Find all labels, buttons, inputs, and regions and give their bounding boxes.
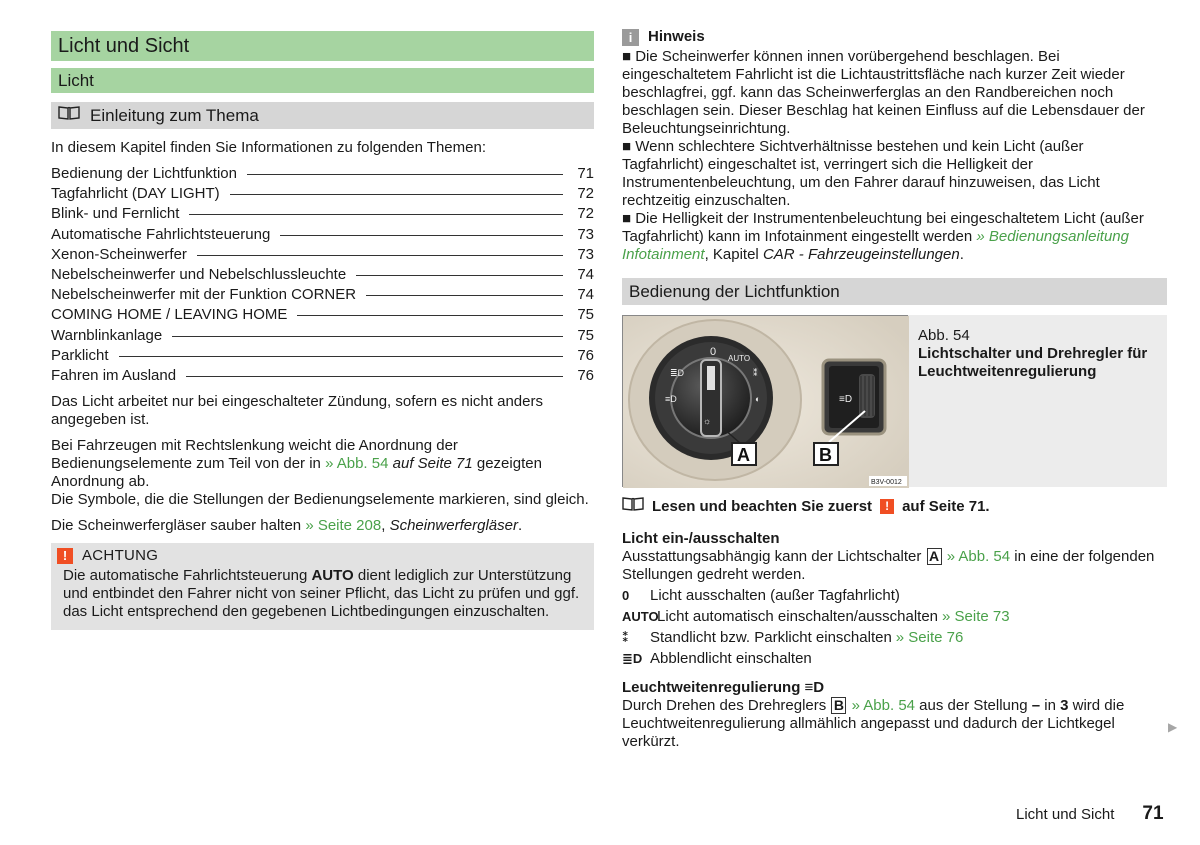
toc-entry[interactable]: Tagfahrlicht (DAY LIGHT) 72 bbox=[51, 185, 594, 203]
figure-caption bbox=[908, 315, 1167, 487]
warning-box bbox=[51, 543, 594, 630]
intro-heading-bar bbox=[51, 102, 594, 129]
svg-text:A: A bbox=[737, 445, 750, 465]
svg-text:≣D: ≣D bbox=[670, 368, 685, 378]
toc-entry[interactable]: Warnblinkanlage 75 bbox=[51, 326, 594, 344]
chapter-title: Licht und Sicht bbox=[51, 31, 594, 61]
warning-icon: ! bbox=[880, 499, 894, 514]
label-a-box: A bbox=[927, 548, 942, 565]
page-link[interactable]: » Seite 76 bbox=[895, 629, 964, 646]
note-title: Hinweis bbox=[648, 28, 705, 45]
parking-light-icon: ⁑ bbox=[622, 630, 629, 645]
book-icon bbox=[622, 496, 644, 517]
paragraph-rhd: Bei Fahrzeugen mit Rechtslenkung weicht die Anordnung der Bedienungselemente zum Teil von der in » Abb. 54 auf Seite 71 gezeigten Anordnung ab. Die Symbole, die die Stellungen der Bedienungselemente markieren, sind gleich. bbox=[51, 437, 589, 509]
position-auto: AUTO Licht automatisch einschalten/ausschalten » Seite 73 bbox=[622, 608, 1010, 625]
toc-entry[interactable]: Bedienung der Lichtfunktion 71 bbox=[51, 165, 594, 182]
page-link[interactable]: » Seite 208 bbox=[305, 517, 382, 535]
left-column bbox=[51, 31, 594, 630]
warning-text: Die automatische Fahrlichtsteuerung AUTO dient lediglich zur Unterstützung und entbindet den Fahrer nicht von seiner Pflicht, das Licht zu prüfen und ggf. das Licht entsprechend den gegebenen Lichtbedingungen einzuschalten. bbox=[63, 567, 580, 621]
right-column bbox=[622, 28, 1167, 751]
toc-entry[interactable]: Fahren im Ausland 76 bbox=[51, 366, 594, 384]
book-icon bbox=[58, 102, 80, 129]
table-of-contents bbox=[51, 165, 594, 387]
figure-title: Lichtschalter und Drehregler für Leuchtweitenregulierung bbox=[918, 345, 1148, 380]
toc-entry[interactable]: Parklicht 76 bbox=[51, 346, 594, 364]
warning-header bbox=[57, 547, 582, 565]
toc-entry[interactable]: Automatische Fahrlichtsteuerung 73 bbox=[51, 225, 594, 243]
headlight-range-icon: ≡D bbox=[804, 679, 825, 696]
svg-text:◐: ◐ bbox=[755, 394, 761, 404]
light-switch-illustration bbox=[623, 316, 909, 488]
note-header bbox=[622, 28, 1167, 46]
toc-entry[interactable]: Nebelscheinwerfer mit der Funktion CORNER 74 bbox=[51, 286, 594, 304]
auto-symbol: AUTO bbox=[622, 609, 659, 624]
section-title: Licht bbox=[51, 68, 594, 93]
svg-text:0: 0 bbox=[710, 346, 717, 358]
page-link[interactable]: » Seite 73 bbox=[942, 608, 1010, 625]
read-first-line: Lesen und beachten Sie zuerst ! auf Seite 71. bbox=[622, 496, 1167, 517]
svg-text:B3V-0012: B3V-0012 bbox=[871, 479, 902, 486]
label-b-box: B bbox=[831, 697, 846, 714]
manual-link[interactable]: » Bedienungsanleitung Infotainment bbox=[622, 228, 1129, 263]
svg-text:B: B bbox=[819, 445, 832, 465]
figure-link[interactable]: » Abb. 54 bbox=[946, 548, 1011, 565]
toc-entry[interactable]: Nebelscheinwerfer und Nebelschlussleuchte 74 bbox=[51, 265, 594, 283]
svg-text:☼: ☼ bbox=[703, 416, 712, 426]
figure-54 bbox=[622, 315, 1167, 487]
footer-chapter: Licht und Sicht bbox=[1016, 806, 1115, 823]
paragraph-clean: Die Scheinwerfergläser sauber halten » Seite 208, Scheinwerfergläser. bbox=[51, 517, 523, 535]
light-switch-photo bbox=[622, 315, 908, 487]
range-heading: Leuchtweitenregulierung ≡D bbox=[622, 679, 825, 696]
svg-text:AUTO: AUTO bbox=[728, 354, 751, 363]
figure-number: Abb. 54 bbox=[918, 327, 970, 344]
page-number: 71 bbox=[1142, 803, 1164, 824]
intro-heading: Einleitung zum Thema bbox=[90, 106, 259, 125]
low-beam-icon: ≣D bbox=[622, 651, 643, 666]
figure-link[interactable]: » Abb. 54 bbox=[851, 697, 916, 714]
note-item: ■ Die Scheinwerfer können innen vorübergehend beschlagen. Bei eingeschaltetem Fahrlicht ist die Lichtaustrittsfläche nach kurzer Zeit wieder beschlagfrei, ggf. kann das Scheinwerferglas an den Randbereichen noch beschlagen sein. Dieser Beschlag hat keinen Einfluss auf die Lebensdauer der Beleuchtungseinrichtung. bbox=[622, 48, 1145, 137]
next-page-arrow-icon[interactable]: ▶ bbox=[1168, 720, 1178, 734]
svg-text:≡D: ≡D bbox=[665, 394, 677, 404]
auto-symbol: AUTO bbox=[311, 567, 354, 585]
toc-entry[interactable]: Blink- und Fernlicht 72 bbox=[51, 205, 594, 223]
position-off: 0 Licht ausschalten (außer Tagfahrlicht) bbox=[622, 587, 900, 604]
info-icon: i bbox=[622, 29, 639, 46]
switch-paragraph: Ausstattungsabhängig kann der Lichtschalter A » Abb. 54 in eine der folgenden Stellungen gedreht werden. bbox=[622, 548, 1155, 583]
note-item: ■ Die Helligkeit der Instrumentenbeleuchtung bei eingeschaltetem Licht (außer Tagfahrlicht) kann im Infotainment eingestellt werden » Bedienungsanleitung Infotainment, Kapitel CAR - Fahrzeugeinstellungen. bbox=[622, 210, 1144, 263]
page-footer bbox=[1016, 805, 1164, 824]
position-parking: ⁑ Standlicht bzw. Parklicht einschalten » Seite 76 bbox=[622, 629, 964, 646]
warning-icon: ! bbox=[57, 548, 73, 564]
figure-link[interactable]: » Abb. 54 bbox=[325, 455, 389, 473]
position-lowbeam: ≣D Abblendlicht einschalten bbox=[622, 650, 812, 667]
range-paragraph: Durch Drehen des Drehreglers B » Abb. 54 aus der Stellung – in 3 wird die Leuchtweitenregulierung allmählich angepasst und dadurch der Lichtkegel verkürzt. bbox=[622, 697, 1125, 750]
toc-entry[interactable]: COMING HOME / LEAVING HOME 75 bbox=[51, 306, 594, 324]
intro-text: In diesem Kapitel finden Sie Informationen zu folgenden Themen: bbox=[51, 139, 486, 156]
paragraph-ignition: Das Licht arbeitet nur bei eingeschalteter Zündung, sofern es nicht anders angegeben ist. bbox=[51, 393, 543, 429]
off-symbol: 0 bbox=[622, 588, 630, 603]
warning-title: ACHTUNG bbox=[82, 547, 159, 565]
switch-heading: Licht ein-/ausschalten bbox=[622, 530, 780, 547]
svg-text:⁑: ⁑ bbox=[753, 368, 758, 378]
note-item: ■ Wenn schlechtere Sichtverhältnisse bestehen und kein Licht (außer Tagfahrlicht) eingeschaltet ist, verringert sich die Helligkeit der Instrumentenbeleuchtung, um den Fahrer darauf hinzuweisen, das Licht rechtzeitig einzuschalten. bbox=[622, 138, 1100, 209]
svg-text:≡D: ≡D bbox=[839, 394, 853, 405]
toc-entry[interactable]: Xenon-Scheinwerfer 73 bbox=[51, 245, 594, 263]
section-heading: Bedienung der Lichtfunktion bbox=[622, 278, 1167, 305]
